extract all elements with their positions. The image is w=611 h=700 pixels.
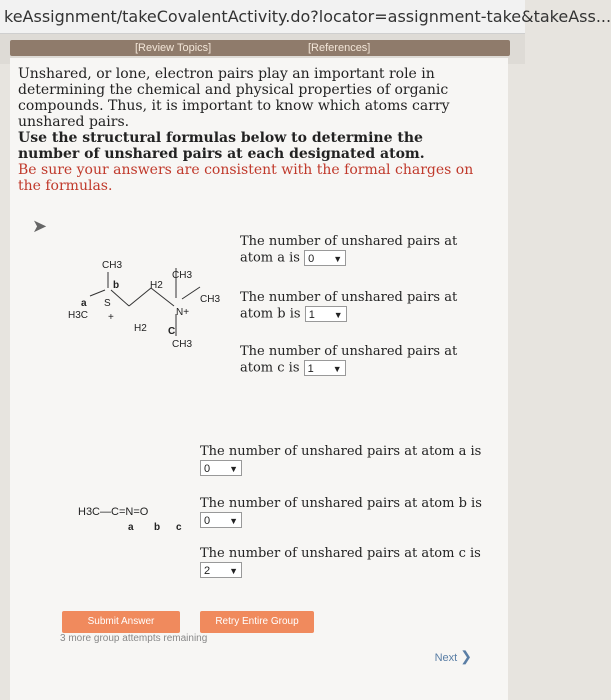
intro-text [18, 66, 480, 194]
mol1-h2-bottom: H2 [134, 323, 147, 334]
mol1-label-c: C [168, 326, 176, 337]
instructions: Use the structural formulas below to determine the number of unshared pairs at each designated atom. [18, 130, 425, 162]
submit-answer-button[interactable]: Submit Answer [62, 611, 180, 633]
url-text: keAssignment/takeCovalentActivity.do?locator=assignment-take&takeAss... [4, 7, 611, 26]
attempts-remaining: 3 more group attempts remaining [60, 633, 208, 644]
question-text: The number of unshared pairs at [240, 234, 458, 249]
question-text: The number of unshared pairs at [240, 290, 458, 305]
dropdown-arrow-icon: ▼ [333, 254, 343, 264]
answer-select-b[interactable] [305, 306, 347, 322]
mol2-formula: H3C—C=N=O [78, 506, 149, 518]
retry-group-button[interactable]: Retry Entire Group [200, 611, 314, 633]
mol1-ch3-bottom: CH3 [172, 339, 193, 350]
intro-paragraph: Unshared, or lone, electron pairs play an important role in determining the chemical and physical properties of organic compounds. Thus, it is important to know which atoms carry unshared pairs. [18, 66, 450, 130]
dropdown-arrow-icon: ▼ [333, 310, 343, 320]
dropdown-arrow-icon: ▼ [229, 516, 238, 526]
mol1-question-b [240, 290, 457, 323]
atom-label: atom c is [240, 360, 300, 376]
next-link[interactable] [435, 648, 472, 665]
mol1-ch3-top: CH3 [102, 260, 123, 271]
nav-bar [10, 40, 510, 56]
mol2-label-a: a [128, 522, 134, 533]
mol2-question-a [200, 444, 481, 477]
selected-value: 1 [307, 363, 314, 375]
mol1-question-a [240, 234, 457, 267]
selected-value: 1 [308, 309, 315, 321]
mol1-s: S [104, 298, 111, 309]
mol1-plus: + [108, 312, 114, 323]
mol2-label-c: c [176, 522, 182, 533]
selected-value: 2 [204, 565, 211, 577]
mol1-h3c: H3C [68, 310, 89, 321]
mol1-n-plus: N+ [176, 307, 190, 318]
mol1-question-c [240, 344, 457, 377]
selected-value: 0 [308, 253, 315, 265]
mol1-ch3-upper: CH3 [172, 270, 193, 281]
answer-select-mol2-a[interactable] [200, 460, 242, 476]
mol2-question-b [200, 496, 482, 529]
answer-select-mol2-b[interactable] [200, 512, 242, 528]
mouse-cursor-icon: ➤ [32, 216, 48, 237]
warning-text: Be sure your answers are consistent with the formal charges on the formulas. [18, 162, 474, 194]
selected-value: 0 [204, 515, 211, 527]
references-link[interactable]: [References] [308, 42, 371, 54]
mol1-h2-top: H2 [150, 280, 163, 291]
answer-select-a[interactable] [304, 250, 346, 266]
activity-page [10, 58, 508, 700]
mol2-label-b: b [154, 522, 161, 533]
url-bar[interactable] [0, 0, 611, 34]
dropdown-arrow-icon: ▼ [229, 566, 238, 576]
mol1-label-b: b [113, 280, 120, 291]
answer-select-mol2-c[interactable] [200, 562, 242, 578]
question-text: The number of unshared pairs at atom c is [200, 546, 481, 561]
question-text: The number of unshared pairs at [240, 344, 458, 359]
selected-value: 0 [204, 463, 211, 475]
mol1-ch3-right: CH3 [200, 294, 221, 305]
dropdown-arrow-icon: ▼ [229, 464, 238, 474]
answer-select-c[interactable] [304, 360, 346, 376]
dropdown-arrow-icon: ▼ [332, 364, 342, 374]
next-label: Next [434, 652, 458, 664]
chevron-right-icon: ❯ [460, 648, 472, 664]
review-topics-link[interactable]: [Review Topics] [135, 42, 212, 54]
question-text: The number of unshared pairs at atom b is [200, 496, 482, 511]
mol2-question-c [200, 546, 481, 579]
atom-label: atom a is [240, 250, 300, 266]
mol1-label-a: a [81, 298, 87, 309]
question-text: The number of unshared pairs at atom a is [200, 444, 482, 459]
atom-label: atom b is [240, 306, 301, 322]
